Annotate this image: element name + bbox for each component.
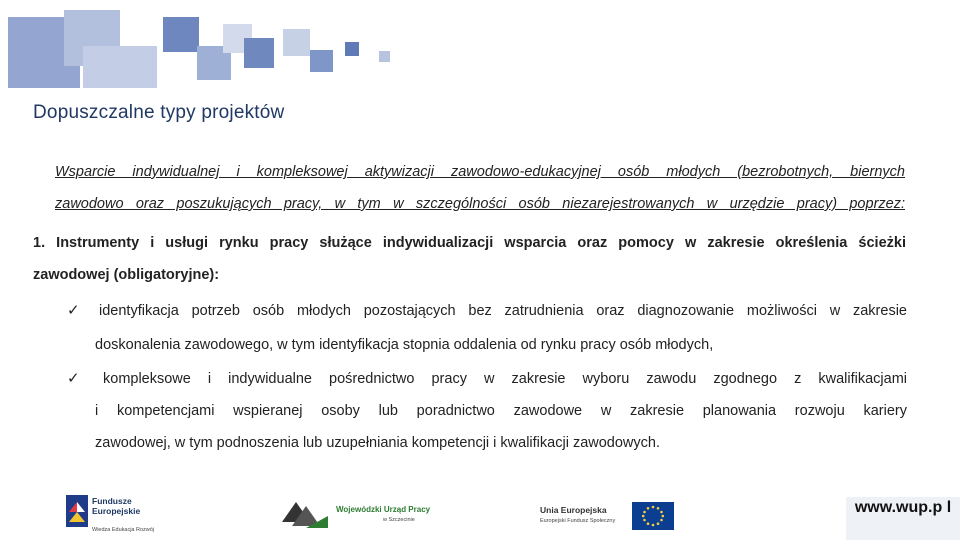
list-item [67, 294, 907, 362]
point-heading [33, 227, 906, 291]
footer-logos [0, 488, 960, 540]
fe-name [92, 496, 140, 516]
decor-square [283, 29, 310, 56]
website-url[interactable]: www.wup.p l [846, 497, 960, 540]
eu-flag-icon [632, 502, 674, 530]
decor-square [310, 50, 333, 72]
subtitle-line: Wsparcie indywidualnej i kompleksowej aktywizacji zawodowo-edukacyjnej osób młodych (bezrobotnych, biernych [55, 164, 905, 180]
subtitle-line: zawodowo oraz poszukujących pracy, w tym w szczególności osób niezarejestrowanych w urzędzie pracy) poprzez: [55, 196, 905, 212]
subtitle [55, 156, 905, 220]
list-item-text: kompleksowe i indywidualne pośrednictwo pracy w zakresie wyboru zawodu zgodnego z kwalifikacjami [103, 371, 907, 387]
fundusze-europejskie-logo [65, 494, 180, 534]
eu-name: Unia Europejska [540, 505, 607, 515]
list-item-text: identyfikacja potrzeb osób młodych pozostających bez zatrudnienia oraz diagnozowanie możliwości w zakresie [99, 303, 907, 319]
fe-name-line: Europejskie [92, 506, 141, 516]
list-item-text: doskonalenia zawodowego, w tym identyfikacja stopnia oddalenia od rynku pracy osób młodych, [95, 337, 714, 353]
decor-square [244, 38, 274, 68]
wup-logo [280, 498, 430, 532]
wup-name: Wojewódzki Urząd Pracy [336, 505, 431, 514]
eu-subtitle: Europejski Fundusz Społeczny [540, 518, 616, 524]
decor-square [345, 42, 359, 56]
wup-mark-icon [280, 498, 332, 530]
list-item-text: zawodowej, w tym podnoszenia lub uzupełniania kompetencji i kwalifikacji zawodowych. [95, 435, 660, 451]
point-heading-line: 1. Instrumenty i usługi rynku pracy służące indywidualizacji wsparcia oraz pomocy w zakresie określenia ścieżki [33, 235, 906, 251]
decor-square [379, 51, 390, 62]
list-item [67, 363, 907, 459]
wup-city: w Szczecinie [383, 517, 415, 523]
eu-logo [538, 501, 678, 533]
decor-square [83, 46, 157, 88]
fe-name-line: Fundusze [92, 496, 132, 506]
check-icon: ✓ [67, 370, 80, 387]
check-icon: ✓ [67, 302, 80, 319]
fe-subtitle: Wiedza Edukacja Rozwój [92, 527, 155, 533]
point-heading-line: zawodowej (obligatoryjne): [33, 267, 220, 283]
page-title: Dopuszczalne typy projektów [33, 102, 285, 123]
fe-star-icon [65, 494, 91, 530]
list-item-text: i kompetencjami wspieranej osoby lub poradnictwo zawodowe w zakresie planowania rozwoju kariery [95, 403, 907, 419]
decor-square [163, 17, 199, 52]
